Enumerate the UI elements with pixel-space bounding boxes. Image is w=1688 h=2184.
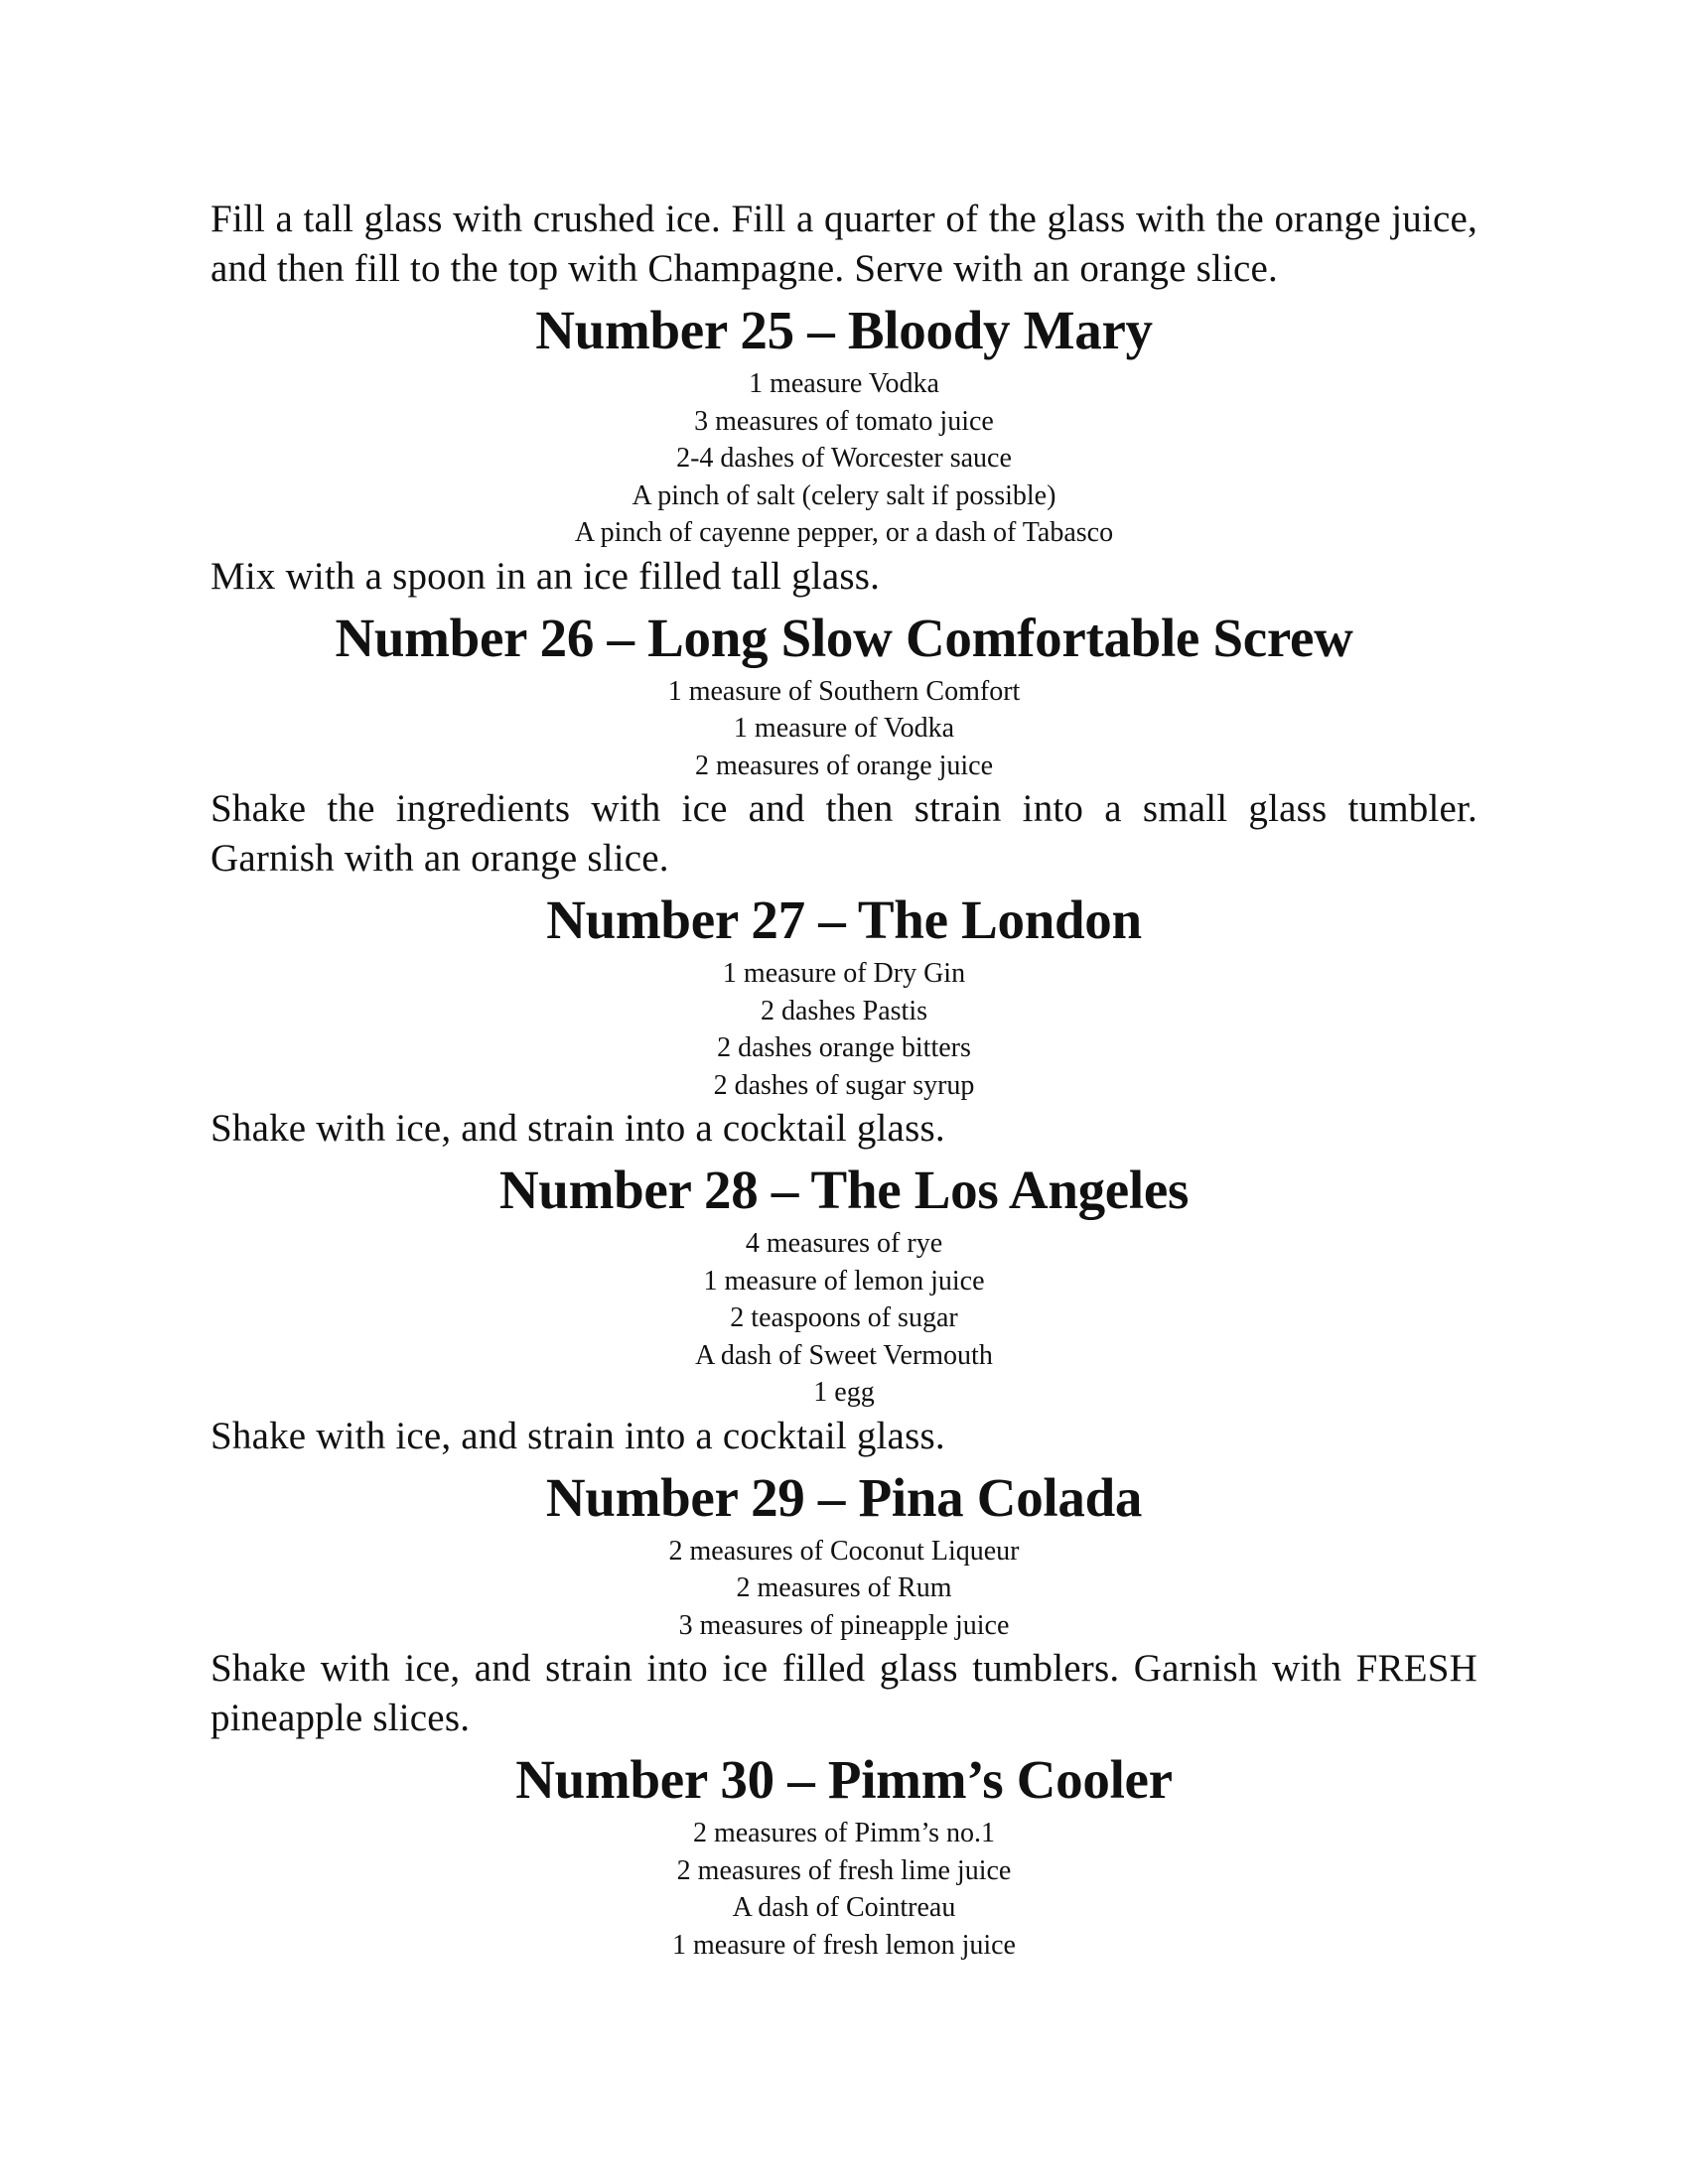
ingredient-item: 2 measures of Pimm’s no.1 [692, 1818, 996, 1848]
ingredient-list [211, 1533, 1477, 1645]
recipe-title: Number 30 – Pimm’s Cooler [515, 1749, 1173, 1810]
ingredient-item: 2 dashes of sugar syrup [713, 1069, 975, 1101]
ingredient-item: 2 measures of Rum [736, 1572, 952, 1603]
document-page [211, 195, 1477, 1964]
recipe-25 [211, 298, 1477, 602]
ingredient-item: 2 measures of Coconut Liqueur [668, 1535, 1020, 1567]
recipe-method-line-2: pineapple slices. [211, 1697, 471, 1739]
ingredient-item: 3 measures of tomato juice [694, 405, 994, 437]
ingredient-item: 2 measures of fresh lime juice [676, 1854, 1012, 1886]
recipe-29 [211, 1465, 1477, 1744]
recipe-method: Shake with ice, and strain into a cocktail glass. [211, 1414, 945, 1457]
ingredient-item: 2 dashes orange bitters [717, 1032, 971, 1063]
ingredient-item: 1 measure of Southern Comfort [667, 675, 1021, 707]
ingredient-item: 1 measure Vodka [749, 368, 939, 399]
ingredient-list [211, 673, 1477, 785]
recipe-title: Number 26 – Long Slow Comfortable Screw [335, 607, 1353, 668]
ingredient-list [211, 365, 1477, 552]
ingredient-item: 2 dashes Pastis [761, 995, 927, 1026]
ingredient-item: 1 measure of lemon juice [703, 1265, 985, 1297]
ingredient-item: 3 measures of pineapple juice [678, 1609, 1010, 1641]
recipe-title: Number 28 – The Los Angeles [498, 1160, 1190, 1220]
recipe-method: Mix with a spoon in an ice filled tall glass. [211, 554, 881, 598]
recipe-method-line-1: Shake the ingredients with ice and then strain into a small glass tumbler. [211, 787, 1477, 830]
ingredient-list [211, 1225, 1477, 1412]
recipe-method-line-1: Shake with ice, and strain into ice filled glass tumblers. Garnish with FRESH [211, 1647, 1477, 1690]
ingredient-item: 1 measure of Dry Gin [722, 958, 966, 989]
recipe-26 [211, 606, 1477, 885]
ingredient-item: A dash of Sweet Vermouth [695, 1339, 993, 1371]
ingredient-item: A dash of Cointreau [732, 1892, 956, 1923]
recipe-method-line-2: Garnish with an orange slice. [211, 837, 669, 880]
ingredient-item: 2 measures of orange juice [694, 750, 994, 781]
recipe-28 [211, 1158, 1477, 1461]
ingredient-item: A pinch of cayenne pepper, or a dash of Tabasco [574, 517, 1114, 548]
ingredient-item: A pinch of salt (celery salt if possible) [632, 479, 1056, 511]
intro-paragraph [211, 195, 1477, 294]
intro-line-2: and then fill to the top with Champagne. Serve with an orange slice. [211, 247, 1278, 290]
ingredient-item: 4 measures of rye [745, 1228, 943, 1259]
ingredient-list [211, 1815, 1477, 1964]
intro-line-1: Fill a tall glass with crushed ice. Fill a quarter of the glass with the orange juice, [211, 198, 1477, 240]
recipe-30 [211, 1747, 1477, 1964]
ingredient-list [211, 955, 1477, 1104]
ingredient-item: 2-4 dashes of Worcester sauce [676, 443, 1012, 474]
recipe-title: Number 25 – Bloody Mary [535, 300, 1153, 360]
ingredient-item: 2 teaspoons of sugar [730, 1302, 958, 1333]
recipe-title: Number 29 – Pina Colada [545, 1466, 1143, 1528]
recipe-title: Number 27 – The London [546, 889, 1142, 950]
recipe-27 [211, 887, 1477, 1154]
recipe-method: Shake with ice, and strain into a cocktail glass. [211, 1107, 945, 1150]
ingredient-item: 1 measure of fresh lemon juice [672, 1929, 1016, 1961]
ingredient-item: 1 egg [813, 1377, 875, 1408]
ingredient-item: 1 measure of Vodka [733, 713, 955, 744]
